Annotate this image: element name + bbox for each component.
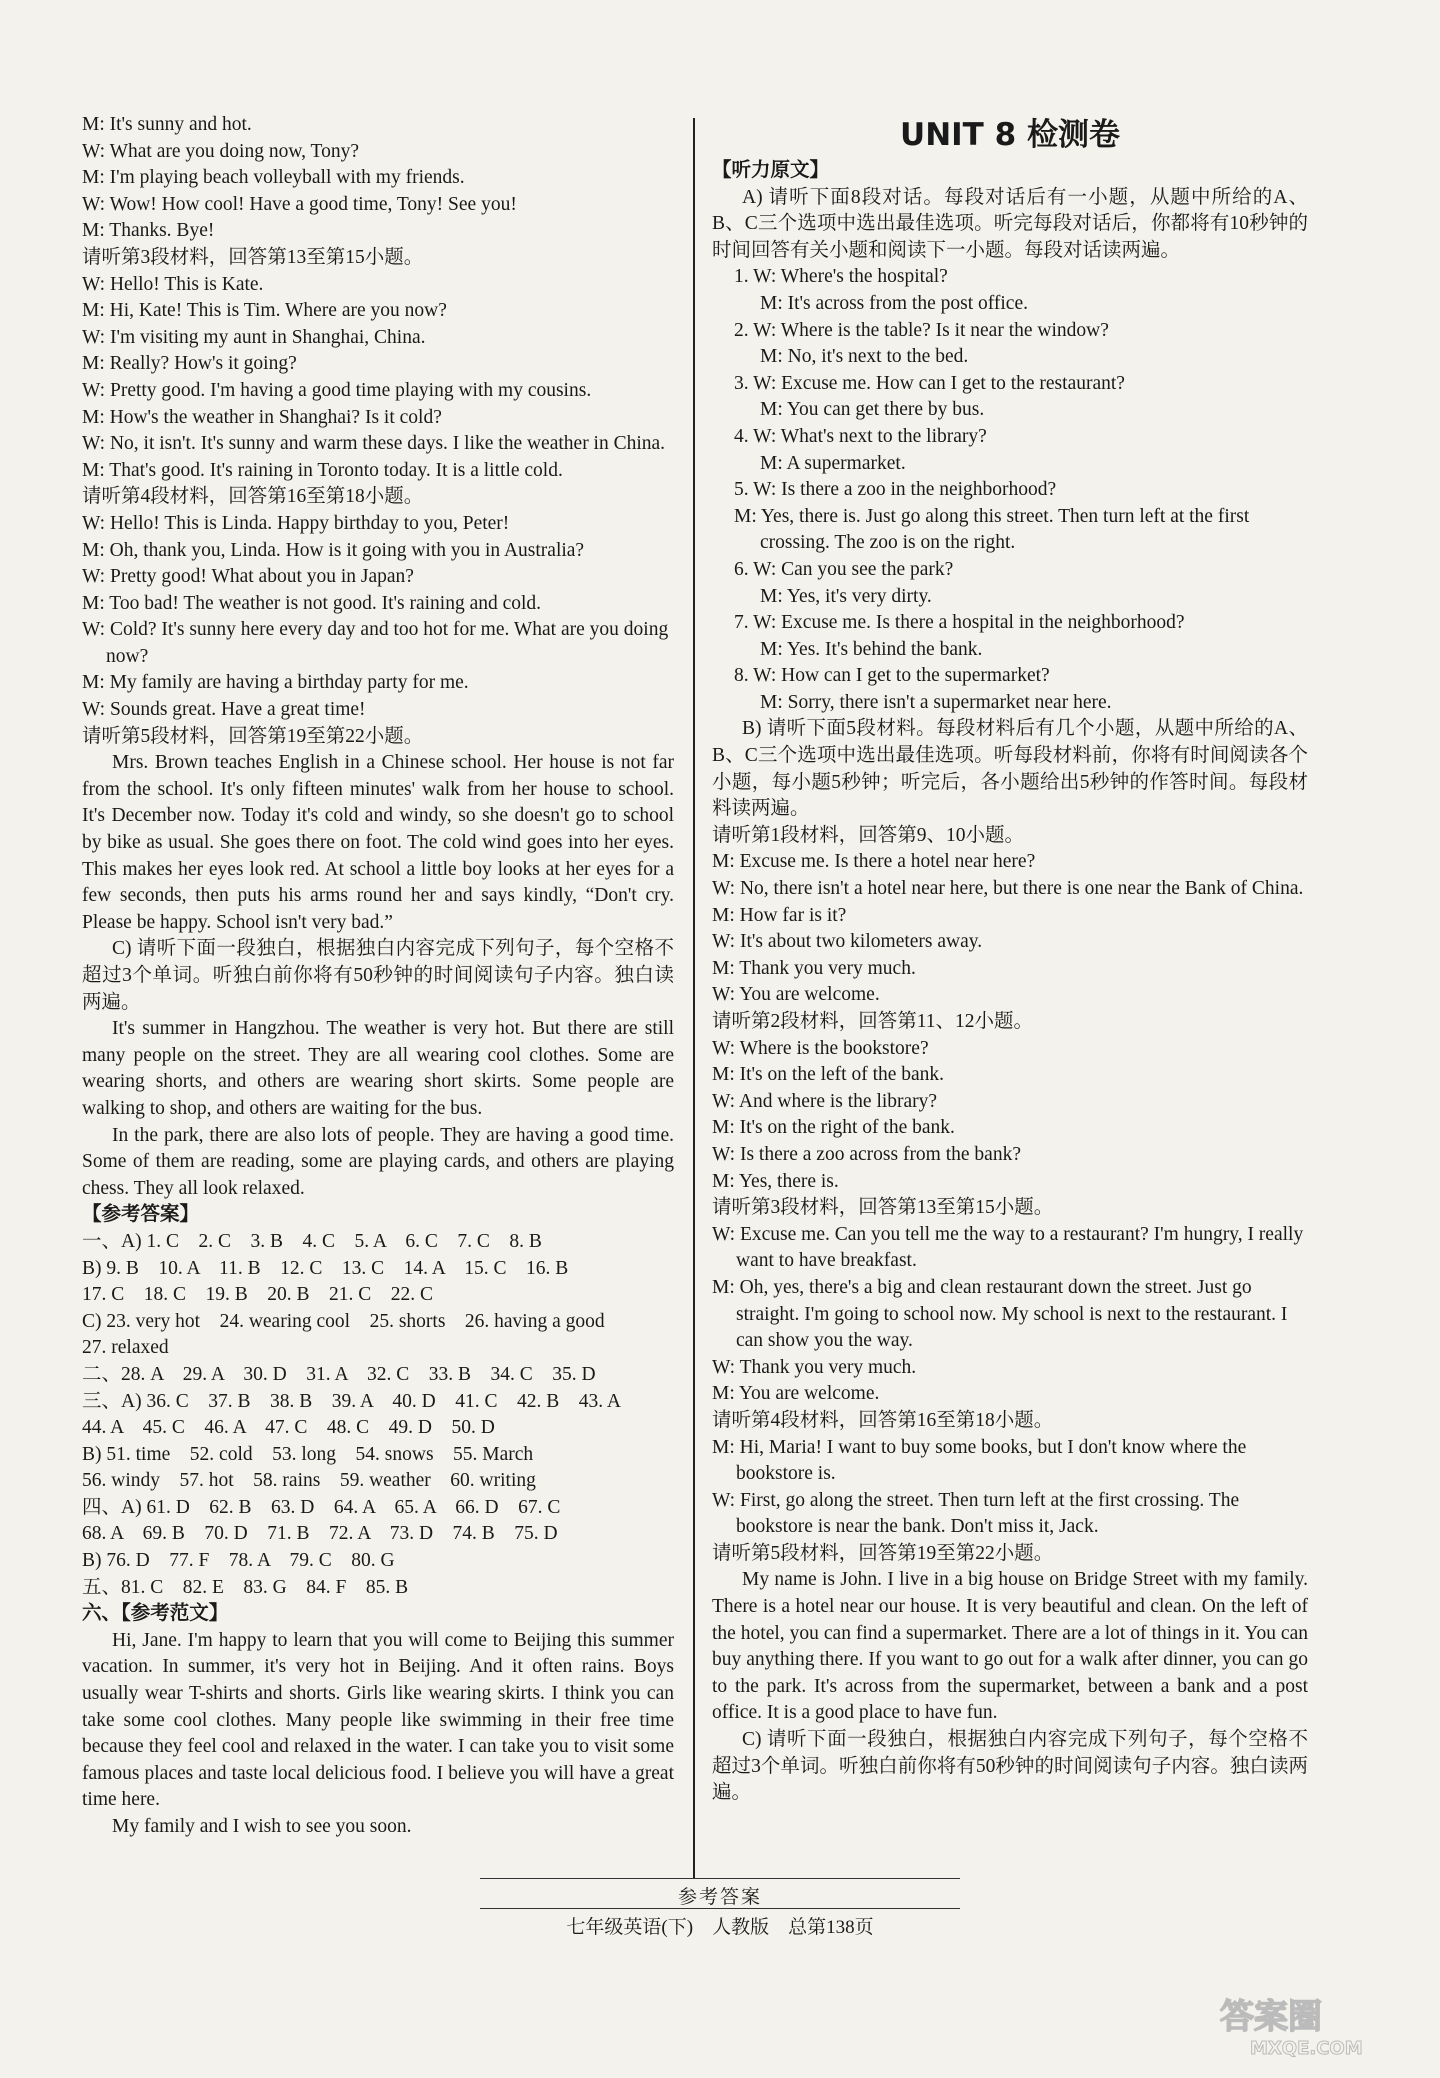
left-answer-line: 27. relaxed xyxy=(82,1337,169,1359)
right-dialogue-line: 2. W: Where is the table? Is it near the window? xyxy=(734,319,1109,341)
column-divider xyxy=(693,118,695,1878)
left-dialogue-line: M: My family are having a birthday party for me. xyxy=(82,672,469,694)
right-paragraph: C) 请听下面一段独白，根据独白内容完成下列句子，每个空格不超过3个单词。听独白前你将有50秒钟的时间阅读句子内容。独白读两遍。 xyxy=(712,1729,1308,1804)
left-answer-line: B) 76. D 77. F 78. A 79. C 80. G xyxy=(82,1550,395,1572)
right-dialogue-line: 请听第1段材料，回答第9、10小题。 xyxy=(712,824,1025,846)
right-dialogue-line: 请听第2段材料，回答第11、12小题。 xyxy=(712,1011,1034,1032)
right-paragraph: My name is John. I live in a big house on Bridge Street with my family. There is a hotel near our house. It is very beautiful and clean. On the left of the hotel, you can find a supermarket. There are a lot of things in it. You can buy anything there. If you want to go out for a walk after dinner, you can go to the park. It's across from the supermarket, between a bank and a post office. It is a good place to have fun. xyxy=(712,1569,1308,1724)
right-dialogue-line: M: Sorry, there isn't a supermarket near here. xyxy=(760,691,1112,713)
left-answer-line: 56. windy 57. hot 58. rains 59. weather 60. writing xyxy=(82,1470,536,1492)
right-dialogue-line: W: Excuse me. Can you tell me the way to a restaurant? I'm hungry, I really want to have breakfast. xyxy=(712,1223,1304,1272)
right-dialogue-line: 请听第3段材料，回答第13至第15小题。 xyxy=(712,1197,1054,1219)
left-answer-line: 44. A 45. C 46. A 47. C 48. C 49. D 50. D xyxy=(82,1417,495,1439)
left-answer-line: 68. A 69. B 70. D 71. B 72. A 73. D 74. B 75. D xyxy=(82,1523,558,1545)
right-dialogue-line: 4. W: What's next to the library? xyxy=(734,425,987,447)
right-dialogue-line: M: Thank you very much. xyxy=(712,957,916,979)
left-dialogue-line: 请听第5段材料，回答第19至第22小题。 xyxy=(82,725,424,747)
footer-rule-bottom xyxy=(480,1908,960,1909)
footer-info: 七年级英语(下) 人教版 总第138页 xyxy=(566,1917,874,1938)
left-paragraph: In the park, there are also lots of people. They are having a good time. Some of them are reading, some are playing cards, and others are playing chess. They all look relaxed. xyxy=(82,1124,674,1199)
left-dialogue-line: W: Hello! This is Linda. Happy birthday to you, Peter! xyxy=(82,512,510,534)
right-dialogue-line: M: It's across from the post office. xyxy=(760,292,1028,314)
left-answer-line: 三、A) 36. C 37. B 38. B 39. A 40. D 41. C 42. B 43. A xyxy=(82,1390,622,1412)
left-dialogue-line: 请听第4段材料，回答第16至第18小题。 xyxy=(82,486,424,508)
right-dialogue-line: M: Yes. It's behind the bank. xyxy=(760,638,983,660)
left-column xyxy=(82,112,674,1841)
footer-rule-top xyxy=(480,1878,960,1879)
left-dialogue-line: W: Cold? It's sunny here every day and too hot for me. What are you doing now? xyxy=(82,619,669,667)
right-dialogue-line: W: And where is the library? xyxy=(712,1090,938,1112)
left-dialogue-line: M: It's sunny and hot. xyxy=(82,114,252,135)
left-dialogue-line: W: I'm visiting my aunt in Shanghai, China. xyxy=(82,326,426,348)
left-dialogue-line: 请听第3段材料，回答第13至第15小题。 xyxy=(82,246,424,268)
right-dialogue-line: 请听第5段材料，回答第19至第22小题。 xyxy=(712,1542,1054,1564)
right-dialogue-line: M: Excuse me. Is there a hotel near here? xyxy=(712,851,1036,873)
right-dialogue-line: W: Is there a zoo across from the bank? xyxy=(712,1143,1021,1165)
right-dialogue-line: W: Where is the bookstore? xyxy=(712,1037,929,1059)
left-answer-line: 五、81. C 82. E 83. G 84. F 85. B xyxy=(82,1576,409,1598)
left-dialogue-line: M: Too bad! The weather is not good. It's raining and cold. xyxy=(82,592,542,614)
right-dialogue-line: M: How far is it? xyxy=(712,904,847,926)
left-dialogue-line: W: Pretty good! What about you in Japan? xyxy=(82,566,414,588)
watermark-logo xyxy=(1210,1990,1400,2060)
left-answer-line: 二、28. A 29. A 30. D 31. A 32. C 33. B 34. C 35. D xyxy=(82,1363,596,1385)
left-dialogue-line: W: Wow! How cool! Have a good time, Tony! See you! xyxy=(82,193,517,215)
right-dialogue-line: 7. W: Excuse me. Is there a hospital in the neighborhood? xyxy=(734,612,1185,634)
left-paragraph: My family and I wish to see you soon. xyxy=(112,1816,412,1837)
left-paragraph: Hi, Jane. I'm happy to learn that you will come to Beijing this summer vacation. In summer, it's very hot in Beijing. And it often rains. Boys usually wear T-shirts and shorts. Girls like wearing skirts. I think you can take some cool clothes. Many people like swimming in their free time because they feel cool and relaxed in the water. I can take you to visit some famous places and taste local delicious food. I believe you will have a great time here. xyxy=(82,1629,674,1811)
right-dialogue-line: M: Yes, there is. xyxy=(712,1170,839,1192)
left-answer-line: 四、A) 61. D 62. B 63. D 64. A 65. A 66. D 67. C xyxy=(82,1496,561,1518)
left-dialogue-line: M: Thanks. Bye! xyxy=(82,220,215,242)
left-answer-line: B) 51. time 52. cold 53. long 54. snows 55. March xyxy=(82,1443,534,1465)
left-answer-line: 17. C 18. C 19. B 20. B 21. C 22. C xyxy=(82,1284,434,1306)
right-dialogue-line: W: You are welcome. xyxy=(712,984,880,1006)
left-answer-line: B) 9. B 10. A 11. B 12. C 13. C 14. A 15. C 16. B xyxy=(82,1257,569,1279)
left-dialogue-line: M: Hi, Kate! This is Tim. Where are you now? xyxy=(82,300,447,322)
left-section-heading: 【参考答案】 xyxy=(82,1204,200,1226)
left-dialogue-line: M: How's the weather in Shanghai? Is it cold? xyxy=(82,406,442,428)
right-dialogue-line: 6. W: Can you see the park? xyxy=(734,558,954,580)
footer-label: 参考答案 xyxy=(677,1887,762,1908)
right-dialogue-line: M: It's on the right of the bank. xyxy=(712,1117,955,1139)
left-paragraph: Mrs. Brown teaches English in a Chinese school. Her house is not far from the school. It's only fifteen minutes' walk from her house to school. It's December now. Today it's cold and windy, so she doesn't go to school by bike as usual. She goes there on foot. The cold wind goes into her eyes. This makes her eyes look red. At school a little boy looks at her eyes for a few seconds, then puts his arms round her and says kindly, “Don't cry. Please be happy. School isn't very bad.” xyxy=(82,752,674,933)
right-dialogue-line: 请听第4段材料，回答第16至第18小题。 xyxy=(712,1409,1054,1431)
right-dialogue-line: M: Oh, yes, there's a big and clean restaurant down the street. Just go straight. I'm going to school now. My school is next to the restaurant. I can show you the way. xyxy=(712,1276,1288,1352)
left-paragraph: It's summer in Hangzhou. The weather is very hot. But there are still many people on the street. They are all wearing cool clothes. Some are wearing shorts, and others are wearing short skirts. Some people are walking to shop, and others are waiting for the bus. xyxy=(82,1018,674,1119)
left-section-heading: 六、【参考范文】 xyxy=(82,1603,229,1625)
right-dialogue-line: W: It's about two kilometers away. xyxy=(712,931,983,953)
right-dialogue-line: M: Hi, Maria! I want to buy some books, but I don't know where the bookstore is. xyxy=(712,1436,1247,1485)
svg-text:MXQE.COM: MXQE.COM xyxy=(1250,2038,1363,2059)
right-dialogue-line: W: First, go along the street. Then turn left at the first crossing. The bookstore is near the bank. Don't miss it, Jack. xyxy=(712,1489,1240,1538)
right-dialogue-line: M: Yes, it's very dirty. xyxy=(760,585,932,607)
left-dialogue-line: W: Hello! This is Kate. xyxy=(82,273,264,295)
right-dialogue-line: 8. W: How can I get to the supermarket? xyxy=(734,665,1050,687)
right-dialogue-line: M: A supermarket. xyxy=(760,452,906,474)
right-dialogue-line: 3. W: Excuse me. How can I get to the restaurant? xyxy=(734,372,1125,394)
right-column-body xyxy=(712,158,1308,1807)
left-dialogue-line: M: I'm playing beach volleyball with my friends. xyxy=(82,167,465,189)
right-dialogue-line: M: No, it's next to the bed. xyxy=(760,346,969,368)
right-dialogue-line: 5. W: Is there a zoo in the neighborhood? xyxy=(734,479,1057,501)
right-paragraph: B) 请听下面5段材料。每段材料后有几个小题，从题中所给的A、B、C三个选项中选出最佳选项。听每段材料前，你将有时间阅读各个小题，每小题5秒钟；听完后，各小题给出5秒钟的作答时间。每段材料读两遍。 xyxy=(712,718,1308,820)
left-dialogue-line: W: What are you doing now, Tony? xyxy=(82,140,359,162)
left-dialogue-line: M: Oh, thank you, Linda. How is it going with you in Australia? xyxy=(82,539,585,561)
right-dialogue-line: W: Thank you very much. xyxy=(712,1356,917,1378)
right-column xyxy=(712,112,1308,1807)
left-paragraph: C) 请听下面一段独白，根据独白内容完成下列句子，每个空格不超过3个单词。听独白前你将有50秒钟的时间阅读句子内容。独白读两遍。 xyxy=(82,938,674,1013)
right-dialogue-line: M: It's on the left of the bank. xyxy=(712,1064,945,1086)
right-paragraph: A) 请听下面8段对话。每段对话后有一小题，从题中所给的A、B、C三个选项中选出最佳选项。听完每段对话后，你都将有10秒钟的时间回答有关小题和阅读下一小题。每段对话读两遍。 xyxy=(712,186,1308,261)
left-answer-line: 一、A) 1. C 2. C 3. B 4. C 5. A 6. C 7. C 8. B xyxy=(82,1230,542,1252)
left-dialogue-line: M: That's good. It's raining in Toronto today. It is a little cold. xyxy=(82,459,563,481)
left-answer-line: C) 23. very hot 24. wearing cool 25. shorts 26. having a good xyxy=(82,1310,605,1332)
left-dialogue-line: W: Pretty good. I'm having a good time playing with my cousins. xyxy=(82,379,592,401)
left-dialogue-line: W: Sounds great. Have a great time! xyxy=(82,699,366,721)
left-dialogue-line: W: No, it isn't. It's sunny and warm these days. I like the weather in China. xyxy=(82,433,666,455)
left-dialogue-line: M: Really? How's it going? xyxy=(82,353,297,375)
right-dialogue-line: M: Yes, there is. Just go along this street. Then turn left at the first crossing. The zoo is on the right. xyxy=(734,505,1250,554)
right-dialogue-line: M: You are welcome. xyxy=(712,1383,880,1405)
right-dialogue-line: W: No, there isn't a hotel near here, but there is one near the Bank of China. xyxy=(712,878,1304,900)
unit-title: UNIT 8 检测卷 xyxy=(900,117,1120,153)
svg-text:答案圈: 答案圈 xyxy=(1220,1997,1322,2037)
right-section-heading: 【听力原文】 xyxy=(712,160,830,181)
right-dialogue-line: 1. W: Where's the hospital? xyxy=(734,266,948,288)
right-dialogue-line: M: You can get there by bus. xyxy=(760,399,985,421)
